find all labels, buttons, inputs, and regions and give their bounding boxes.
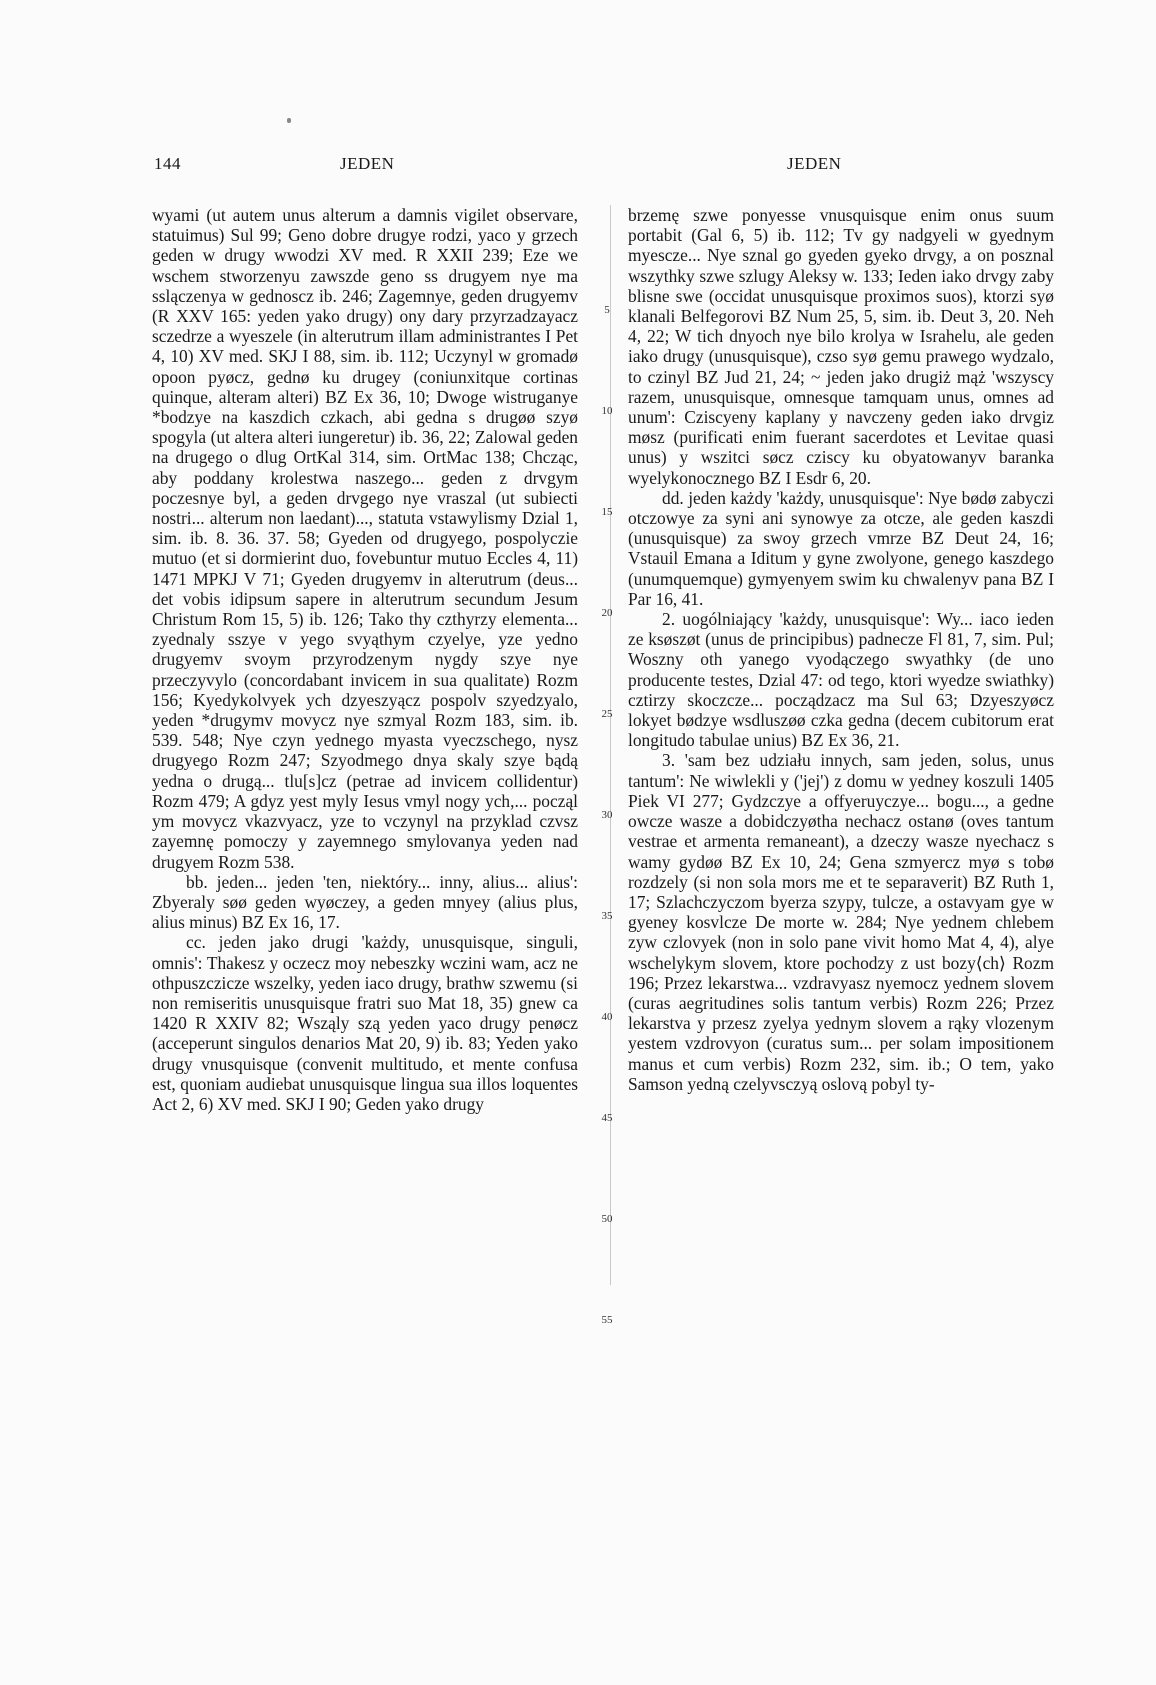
left-column <box>152 205 578 1114</box>
line-number: 40 <box>601 1011 613 1023</box>
paragraph-continuation: wyami (ut autem unus alterum a damnis vigilet observare, statuimus) Sul 99; Geno dobre drugye rodzi, yaco y grzech geden w drugy wwodzi XV med. R XXII 239; Eze we wschem stworzenyu zawszde geno ss drugyem nye ma sslączenya w gednoscz ib. 246; Zagemnye, geden drugyemv (R XXV 165: yeden yako drugy) ony dary przyrzadzayacz sczedrze a wyeszele (in alterutrum illam administrantes I Pet 4, 10) XV med. SKJ I 88, sim. ib. 112; Uczynyl w gromadø opoon pyøcz, gednø ku drugey (coniunxitque cortinas quinque, alteram alteri) BZ Ex 36, 10; Dwoge wistruganye *bodzye na kaszdich czkach, abi gedna s drugøø szyø spogyla (ut altera alteri iungeretur) ib. 36, 22; Zalowal geden na drugego o dlug OrtKal 314, sim. OrtMac 138; Chcząc, aby poddany krolestwa naszego... geden z drvgym poczesnye byl, a geden drvgego nye vraszal (ut subiecti nostri... alterum non laedant)..., statuta vstawylismy Dzial 1, sim. ib. 8. 36. 37. 58; Gyeden od drugyego, pospolyczie mutuo (et si dormierint duo, fovebuntur mutuo Eccles 4, 11) 1471 MPKJ V 71; Gyeden drugyemv in alterutrum (deus... det vobis idipsum sapere in alterutrum secundum Jesum Christum Rom 15, 5) ib. 126; Tako thy czthyrzy elementa... zyednaly sszye v yego svyąthym czyelye, yze yedno drugyemv svoym przyrodzenym nygdy szye nye przeczyvylo (concordabant invicem in sua qualitate) Rozm 156; Kyedykolvyek ych dzyeszyącz pospolv szyedzyalo, yeden *drugymv movycz nye szmyal Rozm 183, sim. ib. 539. 548; Nye czyn yednego myasta vyeczschego, nysz drugyego Rozm 247; Szyodmego dnya skaly szye bądą yedna o drugą... tlu[s]cz (petrae ad invicem collidentur) Rozm 479; A gdyz yest myly Iesus vmyl nogy ych,... począl ym movycz vkazvyacz, yze to vczynyl na przyklad czvsz zayemnę pomoczy y zayemnego smylovanya yeden nad drugyem Rozm 538. <box>152 205 578 872</box>
line-number: 5 <box>604 304 610 316</box>
line-number: 30 <box>601 809 613 821</box>
line-number: 35 <box>601 910 613 922</box>
line-number: 55 <box>601 1314 613 1326</box>
right-column <box>628 205 1054 1094</box>
page-number: 144 <box>154 154 181 173</box>
line-number: 20 <box>601 607 613 619</box>
paragraph-2: 2. uogólniający 'każdy, unusquisque': Wy... iaco ieden ze ksøszøt (unus de principibus) padnecze Fl 81, 7, sim. Pul; Woszny oth yanego vyodączego swyathky (de uno producente testes, Dzial 47: od tego, ktori wyedze swiathky) cztirzy skoczcze... począdzacz ma Sul 63; Dzyeszyøcz lokyet bødzye wsdluszøø czka gedna (decem cubitorum erat longitudo tabulae unius) BZ Ex 36, 21. <box>628 609 1054 751</box>
paragraph-dd: dd. jeden każdy 'każdy, unusquisque': Nye bødø zabyczi otczowye za syni ani synowye za otcze, ale geden kaszdi (unusquisque) za swoy grzech vmrze BZ Deut 24, 16; Vstauil Emana a Iditum y gyne zwolyone, genego kaszdego (unumquemque) gymyenyem swim ku chwalenyv pana BZ I Par 16, 41. <box>628 487 1054 609</box>
line-number: 15 <box>601 506 613 518</box>
running-head-left: JEDEN <box>340 154 395 173</box>
line-number: 10 <box>601 405 613 417</box>
line-number: 25 <box>601 708 613 720</box>
paragraph-cc: cc. jeden jako drugi 'każdy, unusquisque, singuli, omnis': Thakesz y oczecz moy nebeszky wczini wam, acz ne othpuszczicze wszelky, yeden iaco drugy, brathw szwemu (si non remiseritis unusquisque fratri suo Mat 18, 35) gnew ca 1420 R XXIV 82; Wsząly szą yeden yaco drugy penøcz (acceperunt singulos denarios Mat 20, 9) ib. 83; Yeden yako drugy vnusquisque (convenit multitudo, et mente confusa est, quoniam audiebat unusquisque lingua sua illos loquentes Act 2, 6) XV med. SKJ I 90; Geden yako drugy <box>152 932 578 1114</box>
scan-smudge <box>287 118 291 123</box>
line-number: 50 <box>601 1213 613 1225</box>
paragraph-bb: bb. jeden... jeden 'ten, niektóry... inny, alius... alius': Zbyeraly søø geden wyøczey, a geden mnyey (alius plus, alius minus) BZ Ex 16, 17. <box>152 871 578 933</box>
paragraph-continuation-right: brzemę szwe ponyesse vnusquisque enim onus suum portabit (Gal 6, 5) ib. 112; Tv gy nadgyeli w gyednym myescze... Nye sznal go gyeden gyeko drvgy, a on posznal wszythky szwe szlugy Aleksy w. 133; Ieden iako drvgy zaby blisne swe (occidat unusquisque proximos suos), ktorzi syø klanali Belfegorovi BZ Num 25, 5, sim. ib. Deut 3, 20. Neh 4, 22; W tich dnyoch nye bilo krolya w Israhelu, ale geden iako drugy (unusquisque), czso syø gemu prawego wydzalo, to czinyl BZ Jud 21, 24; ~ jeden jako drugiż mąż 'wszyscy razem, unusquisque, omnesque tamquam unus, omnes ad unum': Cziscyeny kaplany y navczeny geden iako drvgiz møsz (purificati enim fuerant sacerdotes et Levitae quasi unus) y wszitci søcz cziscy ku obyatowanyv baranka wyelykonocznego BZ I Esdr 6, 20. <box>628 205 1054 488</box>
paragraph-3: 3. 'sam bez udziału innych, sam jeden, solus, unus tantum': Ne wiwlekli y ('jej') z domu w yedney koszuli 1405 Piek VI 277; Gydzczye a offyeruyczye... bogu..., a gedne owcze wasze a dobidczyøtha nechacz ostanø (oves tantum vestrae et armenta remaneant), a dzeczy wasze nyechacz s wamy gydøø BZ Ex 10, 24; Gena szmyercz myø s tobø rozdzely (si non sola mors me et te separaverit) BZ Ruth 1, 17; Szlachczyczom byerza szypy, tulcze, a ostavyam gye w gyeney kosvlcze De morte w. 284; Nye yednem chlebem zyw czlovyek (non in solo pane vivit homo Mat 4, 4), alye wschelykym slovem, ktore pochodzy z ust bozy⟨ch⟩ Rozm 196; Przez lekarstwa... vzdravyasz nyemocz yednem slovem (curas aegritudines solis tantum verbis) Rozm 226; Przez lekarstva y przesz zyelya yednym slovem a rąky vlozenym yestem vzdrovyon (curatus sum... per solam impositionem manus et cum verbis) Rozm 232, sim. ib.; O tem, yako Samson yedną czelyvsczyą oslovą pobyl ty- <box>628 750 1054 1094</box>
line-number: 45 <box>601 1112 613 1124</box>
running-head-right: JEDEN <box>787 154 842 173</box>
